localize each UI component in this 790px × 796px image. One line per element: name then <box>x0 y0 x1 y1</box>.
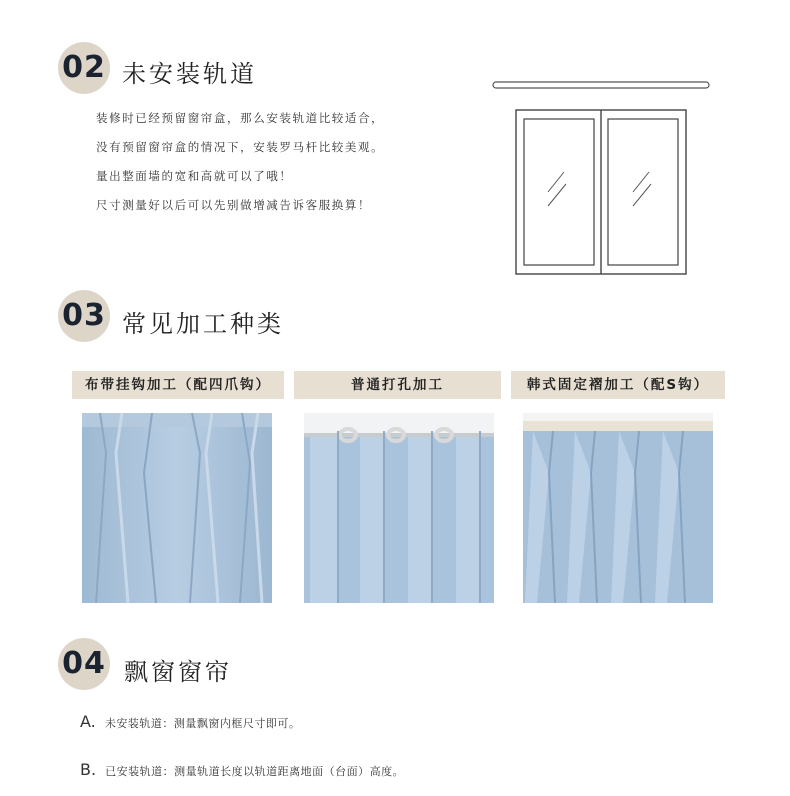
section-number-02: 02 <box>58 42 110 94</box>
section-number-03: 03 <box>58 290 110 342</box>
note-b-text: 已安装轨道：测量轨道长度以轨道距离地面（台面）高度。 <box>105 765 405 778</box>
desc-line: 装修时已经预留窗帘盒，那么安装轨道比较适合， <box>96 111 385 125</box>
note-b-letter: B. <box>80 760 97 779</box>
section-title-04: 飘窗窗帘 <box>124 658 232 686</box>
window-rail-illustration <box>488 74 718 284</box>
korean-pleat-curtain-image <box>523 413 713 603</box>
desc-line: 没有预留窗帘盒的情况下，安装罗马杆比较美观。 <box>96 140 385 154</box>
processing-type-label-1: 布带挂钩加工（配四爪钩） <box>72 371 284 399</box>
tape-hook-curtain-image <box>82 413 272 603</box>
window-pane-right <box>608 119 678 265</box>
section-number-04: 04 <box>58 638 110 690</box>
curtain-rail <box>493 82 709 88</box>
note-a-letter: A. <box>80 712 96 731</box>
note-a <box>80 712 300 731</box>
note-a-text: 未安装轨道：测量飘窗内框尺寸即可。 <box>104 717 301 730</box>
section-title-03: 常见加工种类 <box>122 310 284 338</box>
note-b <box>80 760 404 779</box>
desc-line: 尺寸测量好以后可以先别做增减告诉客服换算！ <box>96 198 372 212</box>
section-02-description <box>96 104 476 220</box>
processing-type-label-2: 普通打孔加工 <box>294 371 501 399</box>
processing-type-label-3: 韩式固定褶加工（配S钩） <box>511 371 725 399</box>
desc-line: 量出整面墙的宽和高就可以了哦！ <box>96 169 293 183</box>
grommet-curtain-image <box>304 413 494 603</box>
section-title-02: 未安装轨道 <box>122 60 257 88</box>
